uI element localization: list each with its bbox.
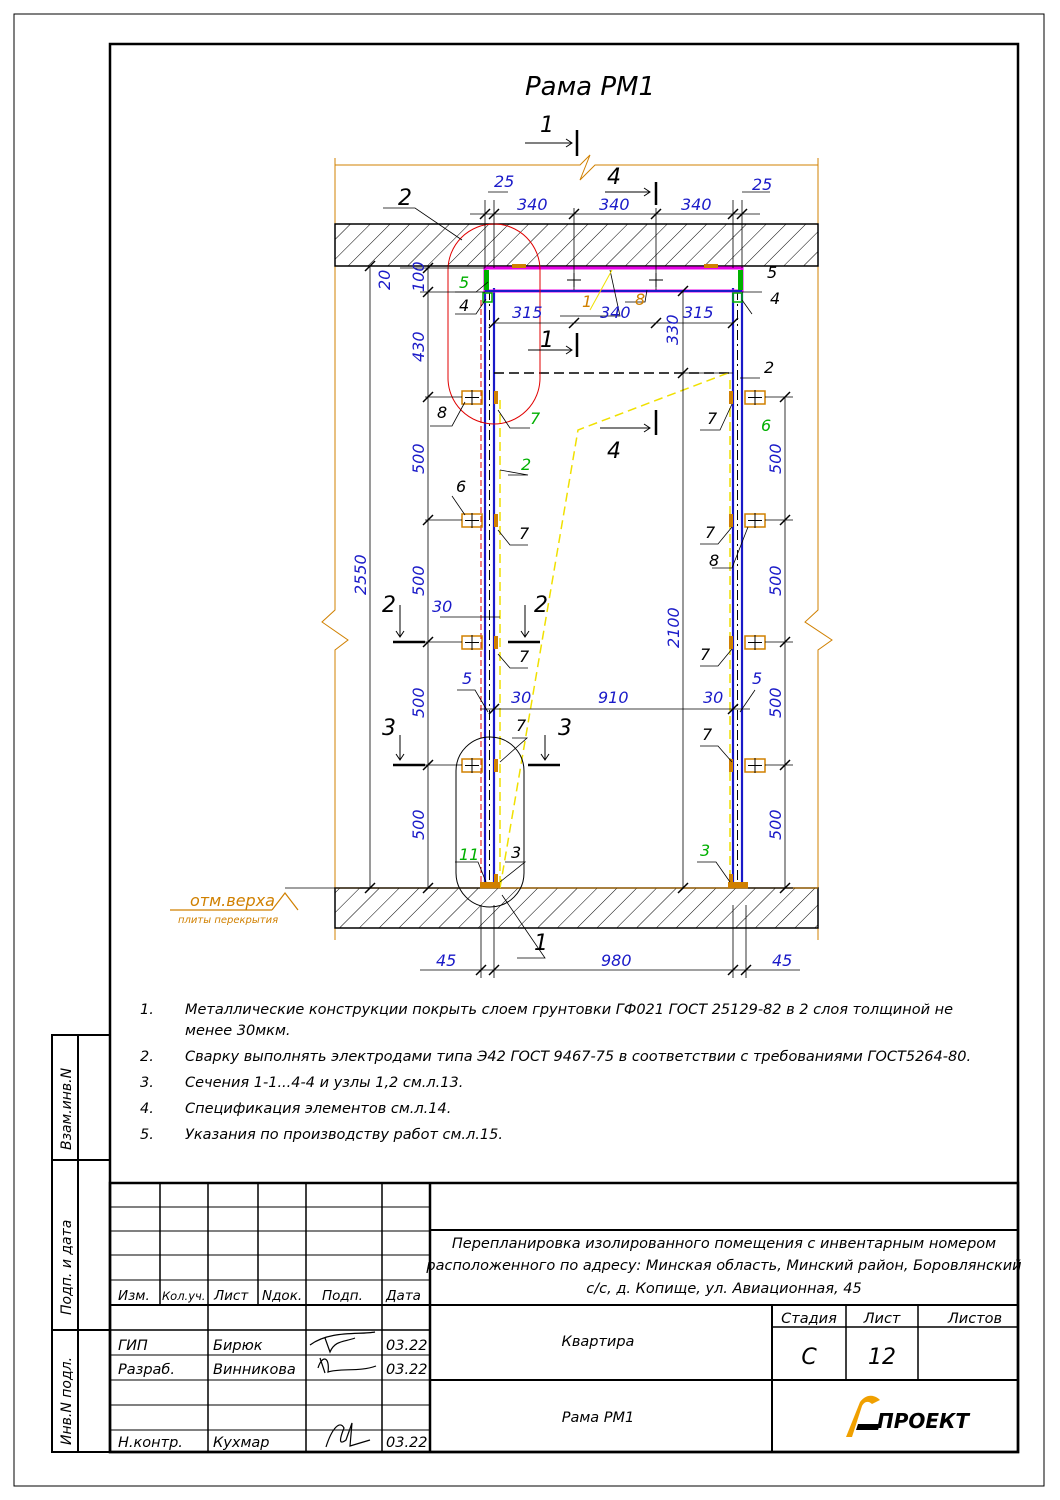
callout-pos8top: 8 <box>635 290 646 309</box>
section-2-left: 2 <box>382 593 396 618</box>
drawing-title: Рама РМ1 <box>524 72 656 102</box>
note-item: 4. Спецификация элементов см.л.14. <box>140 1101 452 1117</box>
dim-l500b: 500 <box>409 565 428 596</box>
stamp-role-2: Н.контр. <box>118 1435 183 1451</box>
section-3-right: 3 <box>558 716 572 741</box>
callout-l4: 4 <box>459 296 470 315</box>
dim-l500c: 500 <box>409 687 428 718</box>
dim-r500b: 500 <box>766 565 785 596</box>
stamp-date-0: 03.22 <box>386 1338 428 1354</box>
stamp-name-0: Бирюк <box>213 1338 263 1354</box>
callout-node1: 1 <box>534 931 548 956</box>
anchors-left <box>462 391 482 772</box>
logo-text: ПРОЕКТ <box>877 1409 970 1433</box>
side-stamp-podp: Подп. и дата <box>59 1219 75 1315</box>
side-stamp-vzam: Взам.инв.N <box>59 1067 75 1150</box>
callout-l6: 6 <box>456 477 467 496</box>
post-centerlines <box>490 290 738 888</box>
callout-r5b: 5 <box>752 669 763 688</box>
callout-pos2left: 2 <box>521 455 532 474</box>
anchor-top-b <box>704 264 718 268</box>
callout-r4: 4 <box>770 289 781 308</box>
section-3-left: 3 <box>382 716 396 741</box>
stamp-headers <box>118 1288 421 1304</box>
section-2-right: 2 <box>534 593 548 618</box>
anchor-top-a <box>512 264 526 268</box>
callout-l7b: 7 <box>519 524 530 543</box>
stamp-role-1: Разраб. <box>118 1362 175 1378</box>
callout-r5: 5 <box>767 263 778 282</box>
dim-430: 430 <box>409 331 428 362</box>
dim-315r: 315 <box>683 303 714 322</box>
stamp-h-izm: Изм. <box>118 1288 150 1304</box>
stamp-h-podp: Подп. <box>322 1288 363 1304</box>
company-logo <box>846 1396 970 1437</box>
dim-lines-vertical <box>370 266 785 888</box>
callout-r3: 3 <box>700 841 711 860</box>
callout-r8: 8 <box>709 551 720 570</box>
callout-l7d: 7 <box>516 716 527 735</box>
dim-b45l: 45 <box>436 951 457 970</box>
anchors-right <box>745 391 765 772</box>
dim-top340c: 340 <box>681 195 712 214</box>
bottom-slab <box>335 888 818 928</box>
callout-pos1: 1 <box>582 292 593 311</box>
anchor-crosses-left <box>465 390 479 773</box>
section-1-top: 1 <box>540 113 554 138</box>
base-plate-left <box>480 882 500 888</box>
stamp-project-0: Перепланировка изолированного помещения с инвентарным номером <box>451 1236 997 1252</box>
top-slab <box>335 224 818 266</box>
base-weld-left <box>494 874 498 882</box>
note-item: 3. Сечения 1-1...4-4 и узлы 1,2 см.л.13. <box>140 1075 464 1091</box>
dim-top340a: 340 <box>517 195 548 214</box>
dim-b980: 980 <box>601 951 632 970</box>
dim-100: 100 <box>409 261 428 292</box>
side-stamp-inv: Инв.N подл. <box>59 1356 75 1445</box>
green-plate-right <box>738 270 743 290</box>
dim-b45r: 45 <box>772 951 793 970</box>
callout-l5b: 5 <box>462 669 473 688</box>
callout-r6: 6 <box>761 416 772 435</box>
callout-l8: 8 <box>437 403 448 422</box>
note-item: 2. Сварку выполнять электродами типа Э42 ГОСТ 9467-75 в соответствии с требованиями ГОСТ5264-80. <box>140 1049 972 1065</box>
dim-top25l: 25 <box>494 172 515 191</box>
level-sub: плиты перекрытия <box>178 915 279 926</box>
dim-r500a: 500 <box>766 443 785 474</box>
callout-r7c: 7 <box>700 645 711 664</box>
base-plate-right <box>728 882 748 888</box>
beam-crosses <box>567 273 663 287</box>
dim-2100: 2100 <box>664 607 683 648</box>
dim-top340b: 340 <box>599 195 630 214</box>
stamp-name-1: Винникова <box>213 1362 296 1378</box>
note-item: 1. Металлические конструкции покрыть слоем грунтовки ГФ021 ГОСТ 25129-82 в 2 слоя толщиной не менее 30мкм. <box>140 1002 954 1039</box>
stamp-object: Квартира <box>561 1334 635 1350</box>
dim-r500c: 500 <box>766 687 785 718</box>
stamp-role-0: ГИП <box>118 1338 148 1354</box>
callout-pos2right: 2 <box>764 358 775 377</box>
level-main: отм.верха <box>190 891 275 910</box>
dim-20: 20 <box>375 269 394 290</box>
stamp-sheet-label: Лист <box>863 1311 901 1327</box>
note-item: 5. Указания по производству работ см.л.15. <box>140 1127 503 1143</box>
callout-l11: 11 <box>459 845 480 864</box>
dim-330: 330 <box>663 314 682 345</box>
dim-l500a: 500 <box>409 443 428 474</box>
stamp-date-2: 03.22 <box>386 1435 428 1451</box>
callout-r7a: 7 <box>707 409 718 428</box>
general-notes <box>140 1000 980 1151</box>
dim-30r: 30 <box>703 688 724 707</box>
dim-30top: 30 <box>432 597 453 616</box>
section-1-mid: 1 <box>540 328 554 353</box>
stamp-h-kol: Кол.уч. <box>162 1289 206 1303</box>
callout-l3: 3 <box>511 843 522 862</box>
stamp-stage-label: Стадия <box>781 1311 837 1327</box>
stamp-sheets-label: Листов <box>947 1311 1003 1327</box>
callout-r7d: 7 <box>702 725 713 744</box>
dim-910: 910 <box>598 688 629 707</box>
callout-l7a: 7 <box>530 409 541 428</box>
section-4-top: 4 <box>607 165 621 190</box>
stamp-sheet-title: Рама РМ1 <box>561 1410 635 1426</box>
dim-340mid: 340 <box>600 303 631 322</box>
callout-r7b: 7 <box>705 523 716 542</box>
stamp-h-list: Лист <box>214 1288 249 1304</box>
stamp-project-text <box>425 1236 1021 1297</box>
dim-2550: 2550 <box>351 554 370 595</box>
stamp-h-ndok: Nдок. <box>262 1288 303 1304</box>
opening-outline <box>322 155 832 940</box>
green-plate-left <box>484 270 489 290</box>
node1-outline <box>456 737 524 907</box>
stamp-stage: С <box>801 1345 817 1370</box>
anchor-crosses-right <box>748 390 762 773</box>
callout-node2: 2 <box>398 186 412 211</box>
dim-l500d: 500 <box>409 809 428 840</box>
stamp-date-1: 03.22 <box>386 1362 428 1378</box>
section-4-mid: 4 <box>607 439 621 464</box>
stamp-name-2: Кухмар <box>213 1435 270 1451</box>
dim-top25r: 25 <box>752 175 773 194</box>
stamp-project-1: расположенного по адресу: Минская область, Минский район, Боровлянский <box>426 1258 1022 1274</box>
stamp-sheet: 12 <box>868 1345 896 1370</box>
dim-r500d: 500 <box>766 809 785 840</box>
callout-l7c: 7 <box>519 647 530 666</box>
stamp-project-2: с/с, д. Копище, ул. Авиационная, 45 <box>586 1281 862 1297</box>
stamp-h-data: Дата <box>386 1288 421 1304</box>
dim-315l: 315 <box>512 303 543 322</box>
dim-30l: 30 <box>511 688 532 707</box>
callout-l5: 5 <box>459 273 470 292</box>
